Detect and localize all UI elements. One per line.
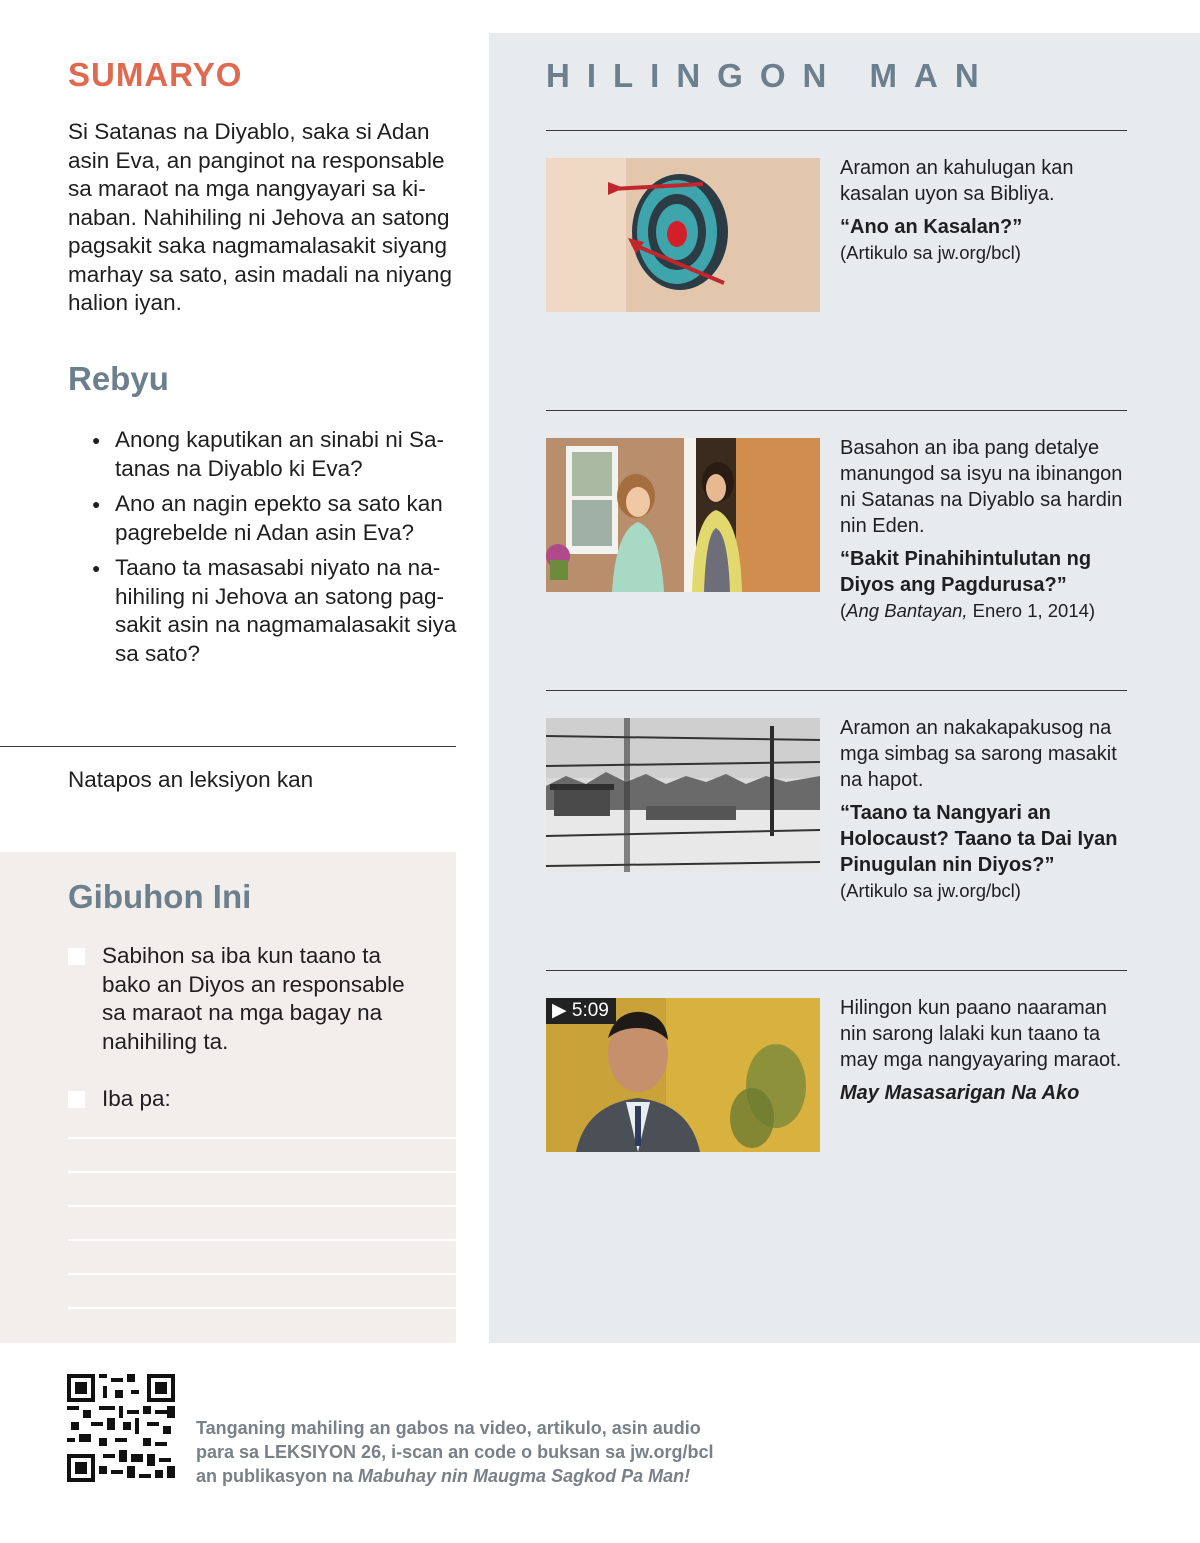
man-portrait-video[interactable] <box>546 998 820 1152</box>
item-source: (Artikulo sa jw.org/bcl) <box>840 880 1021 901</box>
explore-item-info <box>840 155 1130 266</box>
target-arrows-icon[interactable] <box>546 158 820 312</box>
task-item[interactable] <box>68 942 428 1056</box>
summary-text: Si Satanas na Diyablo, saka si Adan asin Eva, an panginot na responsable sa maraot na mga nangyayari sa kinaban. Nahihiling ni Jehova an satong pagsakit saka nagmamalasakit siyang marhay sa sato, asin madali na niyang halion iyan. <box>68 119 452 315</box>
item-description: Hilingon kun paano naaraman nin sarong lalaki kun taano ta may mga nangyayaring maraot. <box>840 997 1122 1071</box>
review-heading: Rebyu <box>68 360 169 397</box>
explore-item-info <box>840 435 1130 624</box>
item-description: Aramon an kahulugan kan kasalan uyon sa Bibliya. <box>840 157 1074 205</box>
item-title-link[interactable]: May Masasarigan Na Ako <box>840 1082 1080 1104</box>
write-line[interactable] <box>68 1171 456 1173</box>
write-line[interactable] <box>68 1307 456 1309</box>
write-line[interactable] <box>68 1205 456 1207</box>
item-source: (Ang Bantayan, Enero 1, 2014) <box>840 600 1096 621</box>
checkbox-icon[interactable] <box>68 948 85 965</box>
footer-line: an publikasyon na Mabuhay nin Maugma Sagkod Pa Man! <box>196 1466 691 1486</box>
item-divider <box>546 690 1127 691</box>
explore-heading: HILINGON MAN <box>546 57 996 94</box>
footer-line: para sa LEKSIYON 26, i-scan an code o buksan sa jw.org/bcl <box>196 1442 714 1462</box>
write-line[interactable] <box>68 1239 456 1241</box>
item-title-link[interactable]: “Taano ta Nangyari an Holocaust? Taano ta Dai Iyan Pinugulan nin Diyos?” <box>840 802 1118 876</box>
item-title-link[interactable]: “Bakit Pinahihintulutan ng Diyos ang Pagdurusa?” <box>840 548 1092 596</box>
item-title-link[interactable]: “Ano an Kasalan?” <box>840 216 1023 238</box>
explore-panel <box>489 33 1200 1343</box>
video-duration-badge: ▶ 5:09 <box>546 998 616 1024</box>
review-item: ● Taano ta masasabi niyato na nahihiling ni Jehova an satong pagsakit asin na nagmamalasakit siya sa sato? <box>92 554 458 668</box>
item-divider <box>546 970 1127 971</box>
item-divider <box>546 130 1127 131</box>
task-label: Iba pa: <box>102 1086 171 1111</box>
review-item: ● Ano an nagin epekto sa sato kan pagrebelde ni Adan asin Eva? <box>92 490 458 547</box>
write-line[interactable] <box>68 1273 456 1275</box>
footer-line: Tanganing mahiling an gabos na video, artikulo, asin audio <box>196 1418 701 1438</box>
review-item: ● Anong kaputikan an sinabi ni Satanas na Diyablo ki Eva? <box>92 426 458 483</box>
explore-item-info <box>840 715 1130 904</box>
write-line[interactable] <box>68 1137 456 1139</box>
completed-divider <box>0 746 456 747</box>
item-source: (Artikulo sa jw.org/bcl) <box>840 242 1021 263</box>
qr-code-icon[interactable] <box>67 1374 175 1482</box>
task-item-other[interactable] <box>68 1085 428 1114</box>
barbed-wire-camp-photo[interactable] <box>546 718 820 872</box>
item-description: Basahon an iba pang detalye manungod sa isyu na ibinangon ni Satanas na Diyablo sa hardin nin Eden. <box>840 437 1123 537</box>
footer-text <box>196 1416 816 1488</box>
item-description: Aramon an nakakapakusog na mga simbag sa sarong masakit na hapot. <box>840 717 1117 791</box>
checkbox-icon[interactable] <box>68 1091 85 1108</box>
tasks-panel <box>0 852 456 1343</box>
task-label: Sabihon sa iba kun taano ta bako an Diyos an responsable sa maraot na mga bagay na nahihiling ta. <box>102 943 405 1054</box>
item-divider <box>546 410 1127 411</box>
tasks-heading: Gibuhon Ini <box>68 878 252 915</box>
women-at-door-photo[interactable] <box>546 438 820 592</box>
lesson-completed-label: Natapos an leksiyon kan <box>68 767 314 792</box>
summary-heading: SUMARYO <box>68 56 243 93</box>
review-list <box>92 426 458 675</box>
explore-item-info <box>840 995 1130 1106</box>
left-column <box>0 0 456 1343</box>
